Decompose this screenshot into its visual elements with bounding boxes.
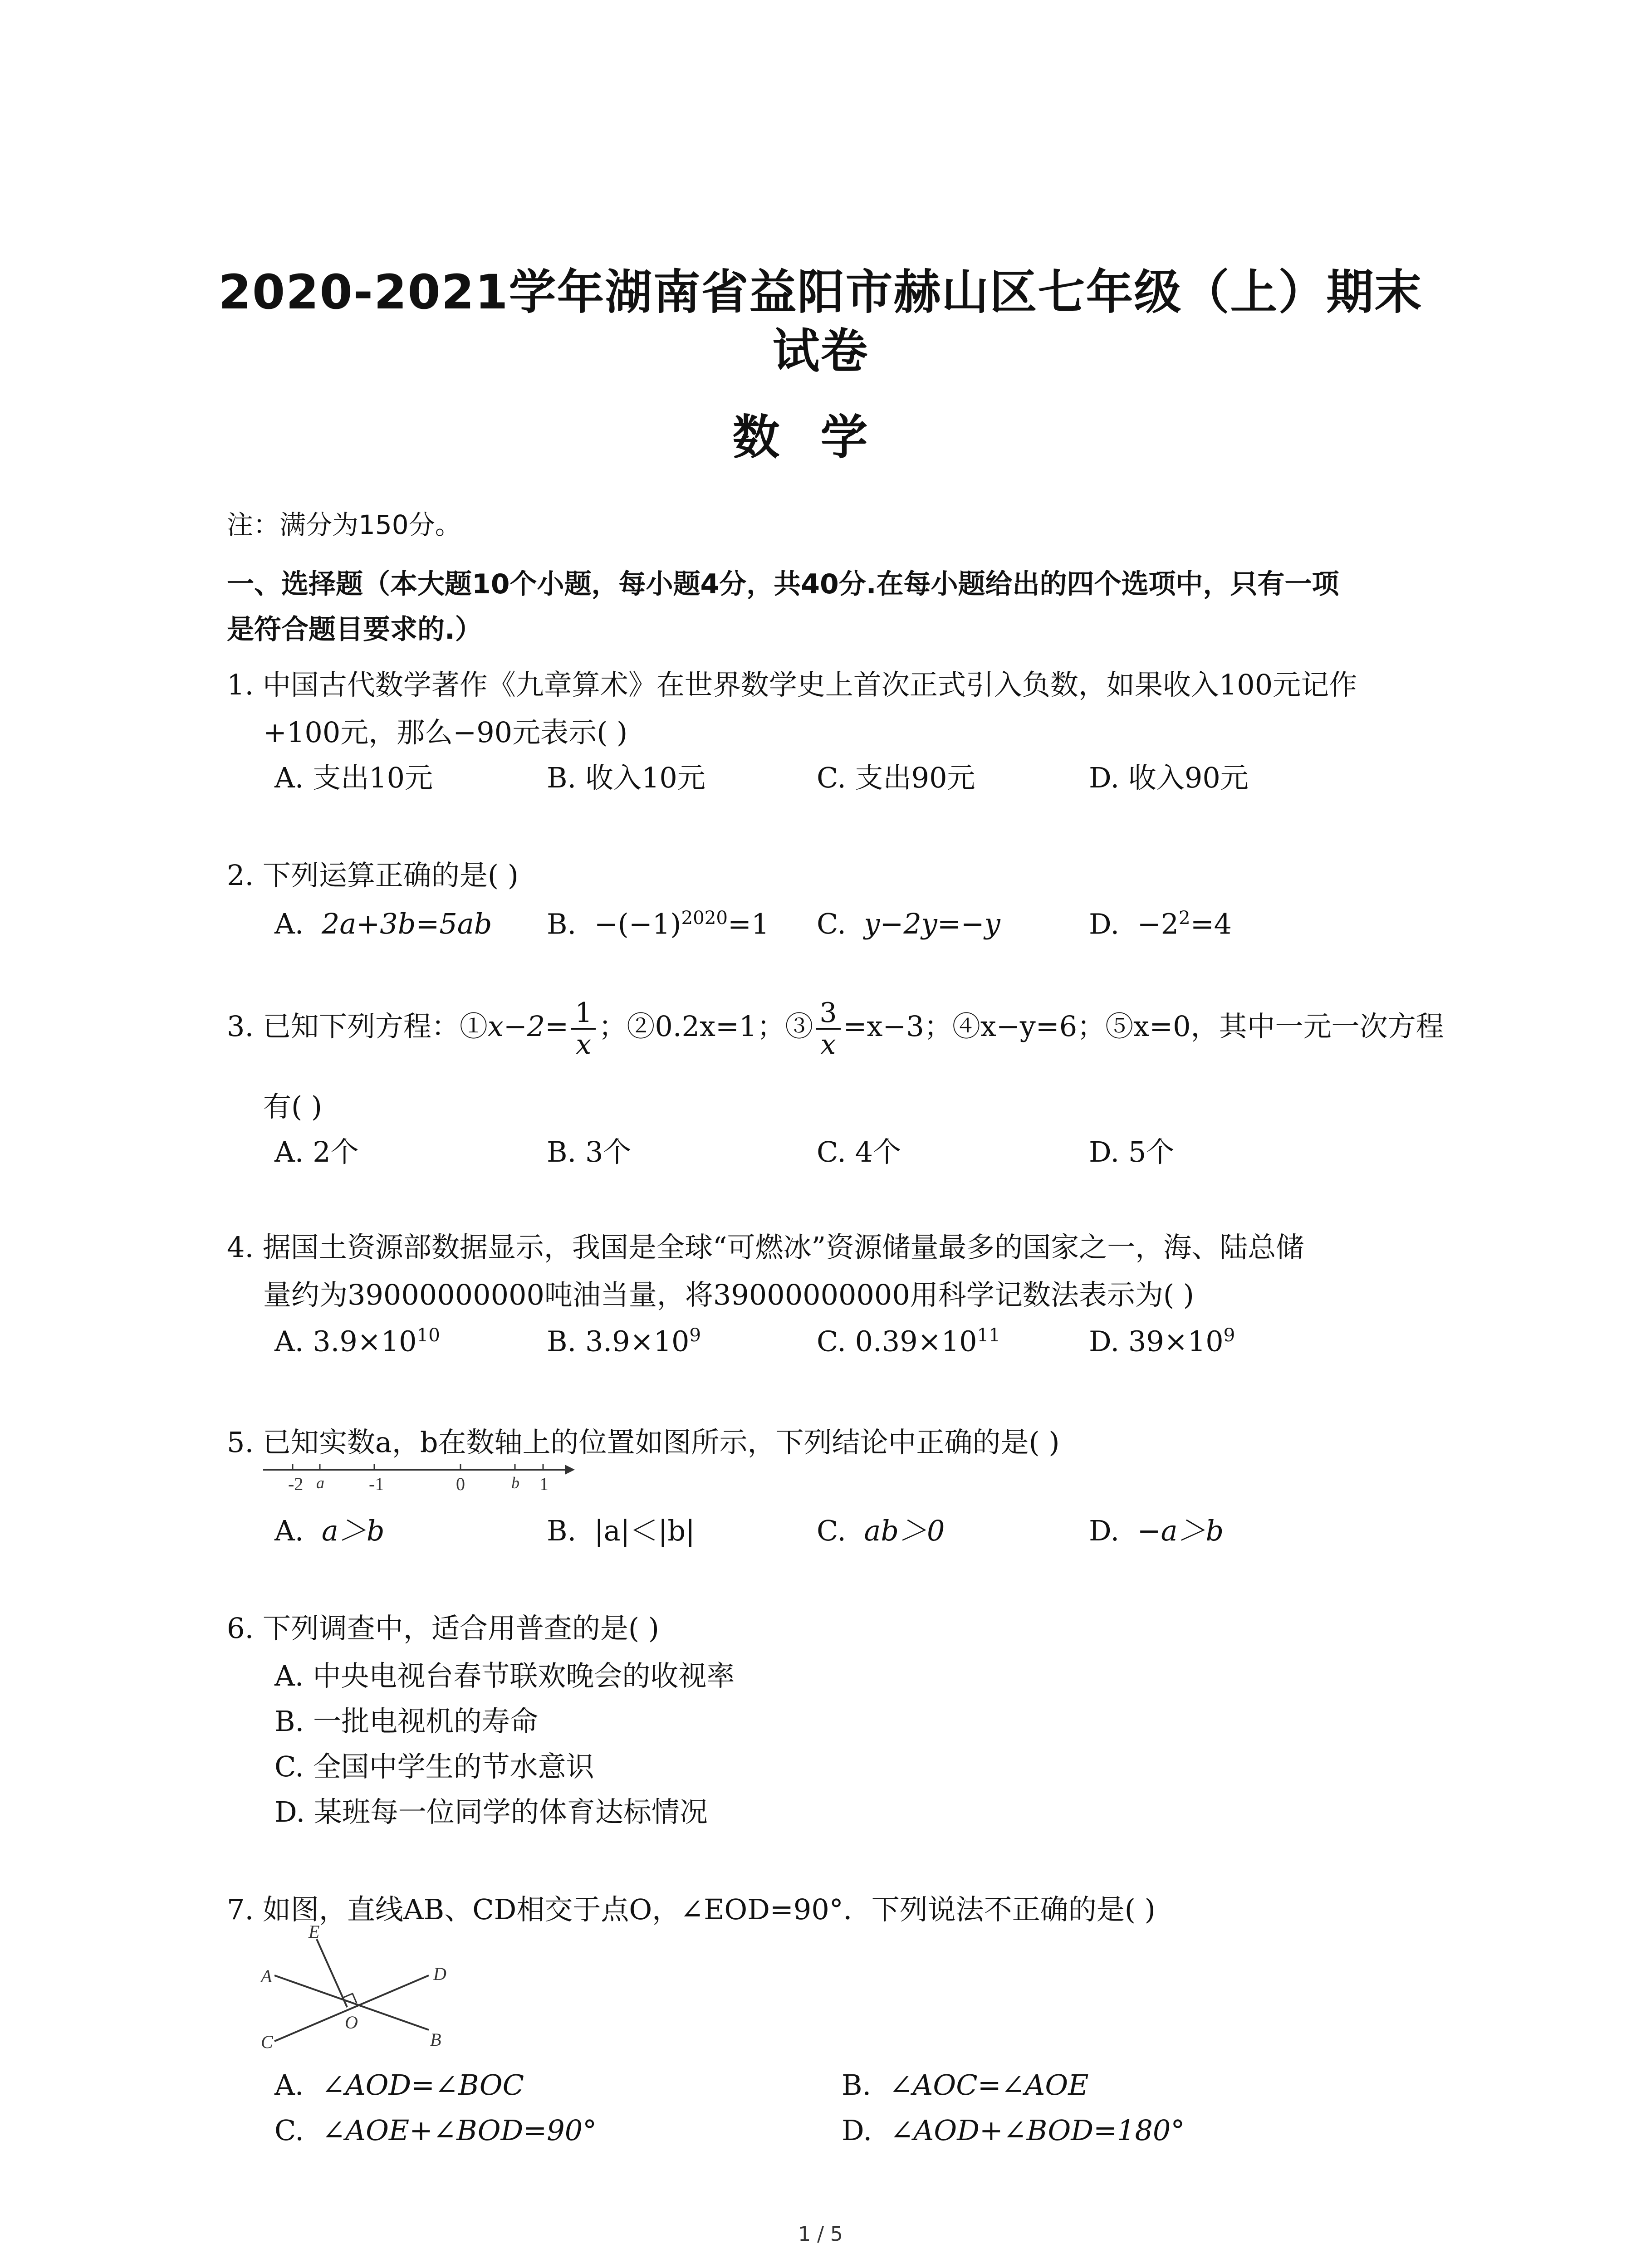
tick-label-one: 1 [539,1474,549,1494]
option-text: a＞b [321,1514,385,1547]
question-4-option-c [817,1325,1000,1358]
question-5-option-c [817,1508,945,1549]
question-2-option-a [274,907,492,940]
option-text: −2 [1137,907,1179,941]
page-number: 1 / 5 [798,2223,843,2246]
intersecting-lines-figure [254,1923,463,2059]
question-5-stem: 5. 已知实数a，b在数轴上的位置如图所示，下列结论中正确的是( ) [227,1426,1060,1459]
label-c: C [261,2032,273,2052]
option-exponent: 2020 [681,907,728,929]
question-2-option-d [1089,907,1232,941]
option-exponent: 2 [1179,907,1190,929]
question-7-option-c [274,2114,597,2147]
question-3-option-d: D. 5个 [1089,1135,1175,1168]
option-text: |a|＜|b| [594,1514,695,1547]
question-4-option-d [1089,1325,1235,1358]
option-label: D. [842,2114,872,2147]
question-3-line2: 有( ) [263,1090,323,1123]
option-text-end: =4 [1190,907,1232,941]
option-text: y−2y=−y [864,907,1000,940]
question-3-option-c: C. 4个 [817,1135,901,1168]
question-5-option-b [547,1508,695,1549]
fraction-denominator: x [576,1029,592,1061]
label-d: D [433,1964,446,1984]
question-1-option-a: A. 支出10元 [274,761,433,794]
question-7-stem: 7. 如图，直线AB、CD相交于点O，∠EOD=90°．下列说法不正确的是( ) [227,1893,1156,1926]
option-label: C. [817,907,846,940]
question-2-option-c [817,907,1000,940]
question-6-option-a: A. 中央电视台春节联欢晚会的收视率 [274,1659,735,1692]
question-7-option-a [274,2068,524,2102]
question-3-line1 [227,998,1444,1060]
option-label: D. [1089,1514,1120,1547]
fraction-numerator: 3 [816,998,840,1030]
tick-label-b: b [511,1474,519,1492]
question-5-option-a [274,1508,385,1549]
question-1-line2: +100元，那么−90元表示( ) [263,716,628,749]
question-4-option-b [547,1325,701,1358]
fraction-one-over-x [571,998,596,1060]
option-text-end: =1 [728,907,769,941]
question-1-line1: 1. 中国古代数学著作《九章算术》在世界数学史上首次正式引入负数，如果收入100元记作 [227,668,1357,701]
option-text: −a＞b [1137,1514,1224,1547]
section-heading-line2: 是符合题目要求的.） [227,614,482,645]
question-3-eq1: x−2= [487,1010,569,1043]
question-6-option-c: C. 全国中学生的节水意识 [274,1750,594,1783]
score-note: 注：满分为150分。 [227,509,461,540]
number-line-arrow [565,1465,575,1475]
option-text: −(−1) [594,907,681,941]
option-label: C. [817,1514,846,1547]
option-text: ∠AOD=∠BOC [321,2068,524,2102]
option-text: D. 39×10 [1089,1325,1224,1358]
option-label: A. [274,907,304,940]
question-3-option-b: B. 3个 [547,1135,632,1168]
question-6-option-d: D. 某班每一位同学的体育达标情况 [274,1795,708,1828]
option-exponent: 9 [1223,1325,1235,1346]
fraction-numerator: 1 [571,998,596,1030]
ray-oe [317,1939,347,2007]
label-o: O [345,2012,358,2033]
option-label: B. [547,1514,577,1547]
question-2-option-b [547,907,769,941]
question-3-mid1: ；②0.2x=1；③ [598,1010,813,1043]
question-7-option-d [842,2114,1185,2147]
question-7-option-b [842,2068,1088,2102]
option-label: D. [1089,907,1120,941]
question-1-option-c: C. 支出90元 [817,761,975,794]
tick-label-minus-1: -1 [369,1474,384,1494]
exam-subject: 数学 [732,410,909,465]
option-exponent: 11 [977,1325,1000,1346]
option-text: A. 3.9×10 [274,1325,417,1358]
option-text: ∠AOC=∠AOE [889,2068,1089,2102]
option-exponent: 10 [416,1325,440,1346]
question-3-prefix: 3. 已知下列方程：① [227,1010,488,1043]
option-text: 2a+3b=5ab [321,907,492,940]
question-5-option-d [1089,1508,1224,1549]
exam-title-line2: 试卷 [772,323,869,379]
option-label: C. [274,2114,304,2147]
tick-label-minus-2: -2 [288,1474,304,1494]
number-line-figure [261,1458,578,1504]
exam-title-line1: 2020-2021学年湖南省益阳市赫山区七年级（上）期末 [218,264,1423,320]
option-exponent: 9 [689,1325,701,1346]
question-4-option-a [274,1325,440,1358]
option-label: B. [547,907,577,941]
question-3-option-a: A. 2个 [274,1135,359,1168]
option-text: B. 3.9×10 [547,1325,690,1358]
tick-label-zero: 0 [456,1474,465,1494]
question-4-line1: 4. 据国土资源部数据显示，我国是全球“可燃冰”资源储量最多的国家之一，海、陆总储 [227,1231,1304,1264]
fraction-three-over-x [816,998,840,1060]
question-2-stem: 2. 下列运算正确的是( ) [227,859,519,892]
question-4-line2: 量约为39000000000吨油当量，将39000000000用科学记数法表示为( ) [263,1278,1194,1311]
fraction-denominator: x [820,1029,836,1061]
question-6-option-b: B. 一批电视机的寿命 [274,1705,538,1738]
label-b: B [430,2029,441,2050]
question-6-stem: 6. 下列调查中，适合用普查的是( ) [227,1612,659,1645]
question-1-option-b: B. 收入10元 [547,761,705,794]
option-text: ∠AOE+∠BOD=90° [322,2114,597,2147]
tick-label-a: a [316,1474,324,1492]
option-label: A. [274,1514,304,1547]
option-text: ∠AOD+∠BOD=180° [890,2114,1185,2147]
question-1-option-d: D. 收入90元 [1089,761,1249,794]
option-text: C. 0.39×10 [817,1325,977,1358]
option-text: ab＞0 [864,1514,945,1547]
option-label: A. [274,2068,304,2102]
section-heading-line1: 一、选择题（本大题10个小题，每小题4分，共40分.在每小题给出的四个选项中，只有一项 [227,568,1339,600]
question-3-mid2: =x−3；④x−y=6；⑤x=0，其中一元一次方程 [843,1010,1444,1043]
option-label: B. [842,2068,872,2102]
label-e: E [309,1923,320,1942]
label-a: A [261,1966,272,1986]
